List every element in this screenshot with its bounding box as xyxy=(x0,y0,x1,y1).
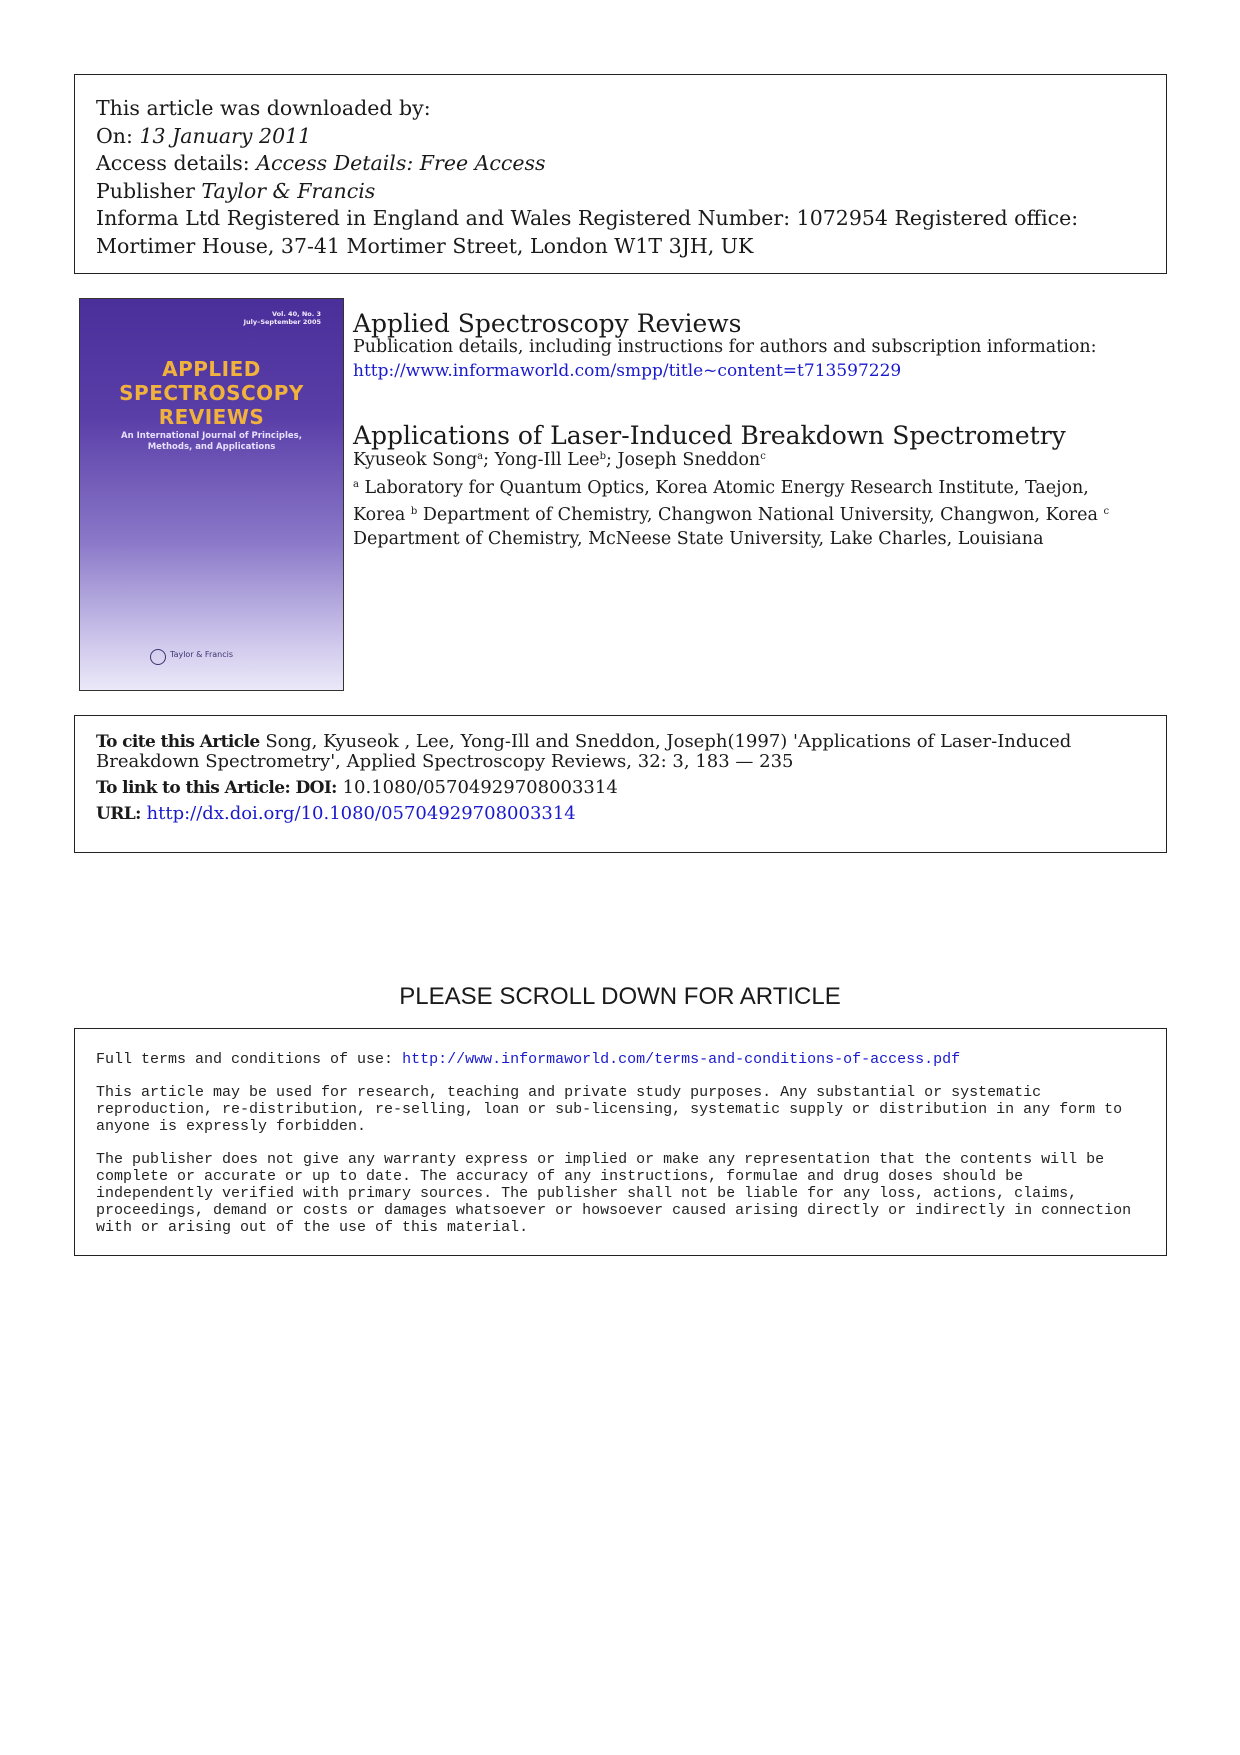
cover-publisher: Taylor & Francis xyxy=(170,650,233,659)
publisher: Publisher Taylor & Francis xyxy=(96,178,376,203)
terms-paragraph-2: The publisher does not give any warranty express or implied or make any representation that the contents will be complete or accurate or up to date. The accuracy of any instructions, formulae and drug doses should be independently verified with primary sources. The publisher shall not be liable for any loss, actions, claims, proceedings, demand or costs or damages whatsoever or howsoever caused arising directly or indirectly in connection with or arising out of the use of this material. xyxy=(96,1151,1132,1236)
cover-subtitle: An International Journal of Principles, Methods, and Applications xyxy=(121,431,302,452)
downloaded-by: This article was downloaded by: xyxy=(96,96,431,120)
cite-label: To cite this Article xyxy=(96,732,260,752)
doi-url-row: URL: http://dx.doi.org/10.1080/05704929708003314 xyxy=(96,803,576,824)
terms-url-link[interactable]: http://www.informaworld.com/terms-and-conditions-of-access.pdf xyxy=(402,1051,961,1068)
doi-url-link[interactable]: http://dx.doi.org/10.1080/05704929708003314 xyxy=(146,803,576,824)
download-date: On: 13 January 2011 xyxy=(96,123,312,148)
cite-text: Song, Kyuseok , Lee, Yong-Ill and Sneddon, Joseph(1997) 'Applications of Laser-Induced Breakdown Spectrometry', Applied Spectroscopy Reviews, 32: 3, 183 — 235 xyxy=(96,731,1072,772)
download-date-value: 13 January 2011 xyxy=(139,123,312,148)
citation-box xyxy=(74,715,1167,853)
access-details: Access details: Access Details: Free Access xyxy=(96,151,546,175)
terms-line: Full terms and conditions of use: http://www.informaworld.com/terms-and-conditions-of-access.pdf xyxy=(96,1051,961,1068)
registered-office: Informa Ltd Registered in England and Wales Registered Number: 1072954 Registered office: Mortimer House, 37-41 Mortimer Street, London W1T 3JH, UK xyxy=(96,206,1079,258)
cover-title-line-2: SPECTROSCOPY xyxy=(119,381,304,405)
link-to-article: To link to this Article: DOI: 10.1080/05704929708003314 xyxy=(96,777,618,798)
publisher-logo-icon xyxy=(150,649,166,665)
affiliations: $^a$ Laboratory for Quantum Optics, Korea Atomic Energy Research Institute, Taejon, Korea $^b$ Department of Chemistry, Changwon National University, Changwon, Korea $^c$ Department of Chemistry, McNeese State University, Lake Charles, Louisiana xyxy=(353,478,1110,549)
cover-volume: Vol. 40, No. 3 July–September 2005 xyxy=(243,310,321,326)
cite-this-article xyxy=(96,732,1145,772)
scroll-notice: PLEASE SCROLL DOWN FOR ARTICLE xyxy=(399,983,841,1010)
journal-cover-image xyxy=(79,298,344,691)
doi-value: 10.1080/05704929708003314 xyxy=(342,777,618,798)
journal-title: Applied Spectroscopy Reviews xyxy=(353,309,742,338)
publisher-value: Taylor & Francis xyxy=(201,178,376,203)
terms-paragraph-1: This article may be used for research, teaching and private study purposes. Any substantial or systematic reproduction, re-distribution, re-selling, loan or sub-licensing, systematic supply or distribution in any form to anyone is expressly forbidden. xyxy=(96,1084,1123,1135)
access-details-value: Access Details: Free Access xyxy=(256,151,546,175)
cover-title-line-3: REVIEWS xyxy=(158,405,265,429)
article-title: Applications of Laser-Induced Breakdown Spectrometry xyxy=(353,421,1066,450)
cover-title-line-1: APPLIED xyxy=(162,357,261,381)
terms-box xyxy=(74,1028,1167,1256)
download-info-box xyxy=(74,74,1167,274)
journal-url-link[interactable]: http://www.informaworld.com/smpp/title~content=t713597229 xyxy=(353,361,902,381)
publication-details: Publication details, including instructions for authors and subscription information: xyxy=(353,337,1097,357)
authors: Kyuseok Song$^a$; Yong-Ill Lee$^b$; Joseph Sneddon$^c$ xyxy=(353,450,766,470)
